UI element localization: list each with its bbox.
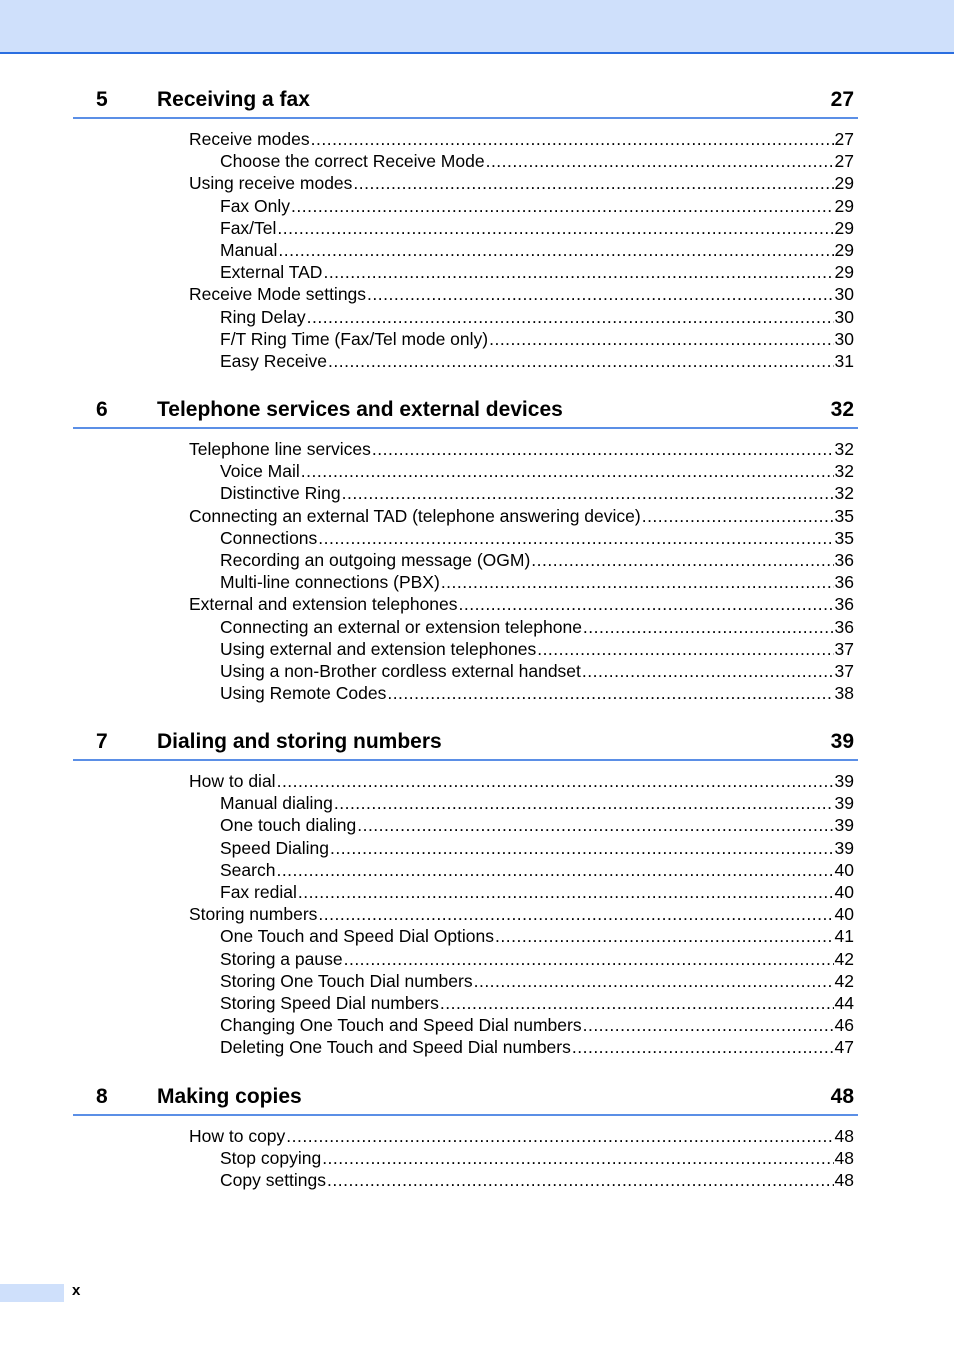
toc-entry-page: 35 (834, 527, 854, 548)
entry-list (73, 119, 858, 372)
dot-leader (459, 593, 834, 615)
toc-entry-label: Manual (220, 239, 278, 260)
toc-entry[interactable] (73, 1125, 858, 1147)
toc-entry-page: 31 (834, 350, 854, 371)
toc-entry-page: 36 (834, 549, 854, 570)
entry-list (73, 429, 858, 704)
chapter-section (73, 729, 858, 1058)
toc-entry-page: 36 (834, 594, 854, 615)
toc-entry[interactable] (73, 970, 858, 992)
dot-leader (298, 881, 834, 903)
toc-entry[interactable] (73, 195, 858, 217)
toc-entry-page: 36 (834, 616, 854, 637)
toc-entry-page: 30 (834, 328, 854, 349)
toc-entry-label: Choose the correct Receive Mode (220, 151, 485, 172)
toc-entry-label: Storing numbers (189, 904, 318, 925)
dot-leader (276, 859, 833, 881)
toc-entry[interactable] (73, 1169, 858, 1191)
dot-leader (307, 306, 834, 328)
toc-entry-label: Easy Receive (220, 350, 327, 371)
toc-entry-page: 37 (834, 660, 854, 681)
toc-entry-page: 27 (834, 151, 854, 172)
toc-entry[interactable] (73, 593, 858, 615)
toc-entry-label: Storing a pause (220, 948, 343, 969)
chapter-title: Dialing and storing numbers (157, 730, 442, 753)
toc-entry-page: 32 (834, 439, 854, 459)
toc-entry-page: 39 (834, 837, 854, 858)
dot-leader (489, 328, 833, 350)
toc-entry-label: Manual dialing (220, 793, 333, 814)
header-band (0, 0, 954, 54)
dot-leader (318, 903, 833, 925)
toc-entry-page: 48 (834, 1126, 854, 1146)
dot-leader (353, 172, 833, 194)
toc-entry-page: 39 (834, 815, 854, 836)
toc-entry[interactable] (73, 306, 858, 328)
toc-entry-page: 27 (834, 129, 854, 149)
dot-leader (537, 638, 833, 660)
toc-entry[interactable] (73, 172, 858, 194)
toc-entry-page: 37 (834, 638, 854, 659)
toc-entry[interactable] (73, 903, 858, 925)
toc-entry-label: Fax/Tel (220, 217, 277, 238)
toc-entry-label: Using Remote Codes (220, 683, 387, 704)
dot-leader (357, 814, 833, 836)
dot-leader (642, 505, 834, 527)
dot-leader (278, 239, 833, 261)
toc-entry[interactable] (73, 859, 858, 881)
toc-entry[interactable] (73, 482, 858, 504)
dot-leader (572, 1036, 834, 1058)
dot-leader (286, 1125, 833, 1147)
toc-entry-label: Storing Speed Dial numbers (220, 992, 439, 1013)
toc-entry[interactable] (73, 527, 858, 549)
chapter-heading[interactable] (73, 729, 858, 761)
dot-leader (531, 549, 833, 571)
toc-entry-label: Receive modes (189, 129, 310, 149)
dot-leader (372, 438, 834, 460)
toc-entry-page: 36 (834, 572, 854, 593)
toc-entry-page: 40 (834, 904, 854, 925)
toc-entry[interactable] (73, 925, 858, 947)
toc-entry[interactable] (73, 1147, 858, 1169)
toc-entry-label: Ring Delay (220, 306, 306, 327)
toc-entry-label: One touch dialing (220, 815, 357, 836)
toc-entry-label: How to dial (189, 771, 276, 791)
toc-entry-label: Telephone line services (189, 439, 371, 459)
toc-entry-page: 35 (834, 505, 854, 526)
toc-entry-page: 42 (834, 970, 854, 991)
chapter-page: 27 (830, 88, 854, 111)
toc-entry-page: 40 (834, 859, 854, 880)
toc-entry-page: 44 (834, 992, 854, 1013)
toc-entry[interactable] (73, 881, 858, 903)
toc-entry-label: Deleting One Touch and Speed Dial numbers (220, 1037, 571, 1058)
toc-entry[interactable] (73, 350, 858, 372)
toc-entry-page: 30 (834, 306, 854, 327)
chapter-title: Telephone services and external devices (157, 398, 563, 421)
entry-list (73, 1116, 858, 1192)
dot-leader (323, 261, 833, 283)
footer-band (0, 1284, 64, 1302)
toc-entry-page: 32 (834, 483, 854, 504)
toc-entry[interactable] (73, 460, 858, 482)
toc-entry[interactable] (73, 770, 858, 792)
entry-list (73, 761, 858, 1058)
dot-leader (387, 682, 833, 704)
dot-leader (582, 660, 834, 682)
dot-leader (327, 1169, 834, 1191)
toc-entry[interactable] (73, 682, 858, 704)
chapter-title: Making copies (157, 1085, 302, 1108)
chapter-heading[interactable] (73, 87, 858, 119)
dot-leader (318, 527, 833, 549)
toc-entry[interactable] (73, 792, 858, 814)
toc-entry-page: 29 (834, 173, 854, 194)
toc-entry-label: Receive Mode settings (189, 284, 367, 305)
toc-entry-label: Connecting an external or extension telephone (220, 616, 582, 637)
toc-entry-page: 39 (834, 771, 854, 791)
chapter-heading[interactable] (73, 397, 858, 429)
toc-entry-page: 39 (834, 793, 854, 814)
toc-entry-page: 48 (834, 1170, 854, 1191)
dot-leader (277, 770, 834, 792)
toc-entry-label: Using receive modes (189, 173, 353, 194)
toc-entry-page: 38 (834, 683, 854, 704)
toc-entry[interactable] (73, 638, 858, 660)
toc-entry-label: Using external and extension telephones (220, 638, 537, 659)
toc-entry[interactable] (73, 1014, 858, 1036)
toc-entry-label: Recording an outgoing message (OGM) (220, 549, 531, 570)
toc-entry[interactable] (73, 1036, 858, 1058)
chapter-section (73, 1084, 858, 1192)
dot-leader (344, 948, 834, 970)
toc-entry[interactable] (73, 217, 858, 239)
toc-entry-label: Voice Mail (220, 461, 300, 482)
toc-entry[interactable] (73, 150, 858, 172)
toc-entry-label: Search (220, 859, 276, 880)
dot-leader (291, 195, 834, 217)
toc-entry-page: 40 (834, 881, 854, 902)
chapter-title: Receiving a fax (157, 88, 310, 111)
toc-entry-label: Connecting an external TAD (telephone answering device) (189, 505, 641, 526)
toc-entry-page: 42 (834, 948, 854, 969)
toc-entry-label: Stop copying (220, 1148, 322, 1169)
toc-entry[interactable] (73, 616, 858, 638)
toc-entry-label: Distinctive Ring (220, 483, 341, 504)
toc-entry-label: Copy settings (220, 1170, 327, 1191)
dot-leader (277, 217, 833, 239)
toc-entry-page: 30 (834, 284, 854, 305)
dot-leader (486, 150, 834, 172)
toc-entry[interactable] (73, 239, 858, 261)
chapter-section (73, 87, 858, 372)
toc-entry[interactable] (73, 814, 858, 836)
toc-entry-label: Using a non-Brother cordless external handset (220, 660, 581, 681)
toc-entry[interactable] (73, 837, 858, 859)
toc-entry[interactable] (73, 438, 858, 460)
dot-leader (441, 571, 834, 593)
chapter-page: 39 (830, 730, 854, 753)
toc-entry-page: 48 (834, 1148, 854, 1169)
toc-entry[interactable] (73, 261, 858, 283)
toc-entry[interactable] (73, 660, 858, 682)
toc-entry-label: Multi-line connections (PBX) (220, 572, 440, 593)
toc-entry-label: F/T Ring Time (Fax/Tel mode only) (220, 328, 489, 349)
toc-entry-label: Fax redial (220, 881, 297, 902)
toc-entry-label: Connections (220, 527, 318, 548)
toc-entry-label: Storing One Touch Dial numbers (220, 970, 473, 991)
dot-leader (322, 1147, 833, 1169)
dot-leader (311, 128, 834, 150)
toc-entry[interactable] (73, 948, 858, 970)
dot-leader (334, 792, 834, 814)
toc-entry-label: External TAD (220, 262, 323, 283)
footer-page-number: x (72, 1282, 81, 1299)
toc-entry-page: 41 (834, 926, 854, 947)
toc-entry[interactable] (73, 571, 858, 593)
toc-entry-page: 32 (834, 461, 854, 482)
chapter-number: 7 (96, 730, 108, 753)
dot-leader (301, 460, 834, 482)
toc-entry-page: 47 (834, 1037, 854, 1058)
toc-entry-page: 29 (834, 195, 854, 216)
dot-leader (583, 1014, 834, 1036)
dot-leader (330, 837, 834, 859)
chapter-page: 32 (830, 398, 854, 421)
chapter-section (73, 397, 858, 704)
chapter-number: 8 (96, 1085, 108, 1108)
dot-leader (495, 925, 834, 947)
toc-entry[interactable] (73, 128, 858, 150)
dot-leader (440, 992, 834, 1014)
toc-entry-page: 29 (834, 217, 854, 238)
toc-entry[interactable] (73, 283, 858, 305)
toc-entry[interactable] (73, 992, 858, 1014)
toc-entry-label: Fax Only (220, 195, 291, 216)
toc-entry[interactable] (73, 328, 858, 350)
chapter-heading[interactable] (73, 1084, 858, 1116)
toc-entry-label: One Touch and Speed Dial Options (220, 926, 495, 947)
dot-leader (583, 616, 834, 638)
dot-leader (342, 482, 834, 504)
toc-entry-page: 29 (834, 262, 854, 283)
toc-entry-page: 29 (834, 239, 854, 260)
chapter-number: 5 (96, 88, 108, 111)
dot-leader (367, 283, 833, 305)
dot-leader (474, 970, 834, 992)
toc-entry-label: Changing One Touch and Speed Dial numbers (220, 1015, 582, 1036)
toc-entry[interactable] (73, 505, 858, 527)
toc-entry-page: 46 (834, 1015, 854, 1036)
toc-entry-label: How to copy (189, 1126, 286, 1146)
chapter-page: 48 (830, 1085, 854, 1108)
toc-entry[interactable] (73, 549, 858, 571)
dot-leader (328, 350, 834, 372)
toc-entry-label: Speed Dialing (220, 837, 329, 858)
chapter-number: 6 (96, 398, 108, 421)
toc-entry-label: External and extension telephones (189, 594, 458, 615)
